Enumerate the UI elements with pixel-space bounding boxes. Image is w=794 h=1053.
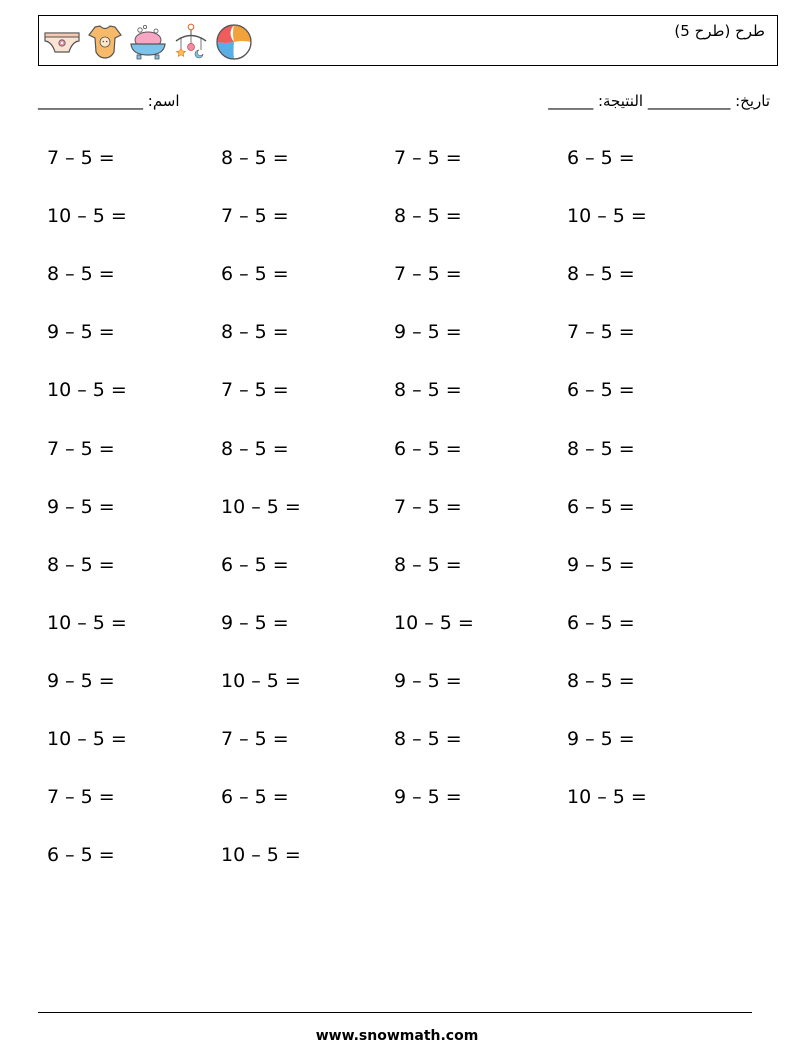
problem-item: 8 – 5 = (394, 379, 462, 402)
problem-item: 9 – 5 = (394, 321, 462, 344)
problem-item: 9 – 5 = (47, 495, 115, 518)
problem-item: 7 – 5 = (567, 321, 635, 344)
problem-item: 8 – 5 = (394, 553, 462, 576)
baby-bath-icon (128, 22, 168, 62)
problem-item: 8 – 5 = (221, 321, 289, 344)
baby-mobile-icon (171, 22, 211, 62)
worksheet-header (38, 15, 778, 66)
problem-item: 9 – 5 = (394, 669, 462, 692)
problem-item: 8 – 5 = (567, 437, 635, 460)
problem-item: 6 – 5 = (567, 495, 635, 518)
problem-item: 10 – 5 = (47, 611, 127, 634)
problem-item: 8 – 5 = (567, 669, 635, 692)
problem-item: 10 – 5 = (221, 495, 301, 518)
problem-item: 6 – 5 = (567, 611, 635, 634)
problem-item: 10 – 5 = (567, 205, 647, 228)
problem-item: 9 – 5 = (47, 669, 115, 692)
problem-item: 7 – 5 = (47, 437, 115, 460)
problem-item: 10 – 5 = (47, 728, 127, 750)
problem-item: 8 – 5 = (221, 147, 289, 169)
problem-item: 7 – 5 = (221, 205, 289, 228)
problem-item: 10 – 5 = (47, 205, 127, 228)
diaper-icon (42, 22, 82, 62)
problem-item: 7 – 5 = (47, 786, 115, 809)
problem-item: 7 – 5 = (394, 147, 462, 169)
problem-item: 6 – 5 = (47, 844, 115, 867)
problem-item: 8 – 5 = (221, 437, 289, 460)
problem-item: 6 – 5 = (221, 553, 289, 576)
name-field-label: ______________ :اسم (38, 92, 180, 110)
problem-item: 7 – 5 = (221, 728, 289, 750)
problem-item: 10 – 5 = (221, 844, 301, 867)
problem-item: 7 – 5 = (394, 495, 462, 518)
problem-item: 6 – 5 = (221, 263, 289, 286)
problem-item: 7 – 5 = (221, 379, 289, 402)
problem-item: 10 – 5 = (567, 786, 647, 809)
problem-item: 7 – 5 = (394, 263, 462, 286)
problem-item: 7 – 5 = (47, 147, 115, 169)
problem-item: 9 – 5 = (567, 553, 635, 576)
header-icons (42, 20, 254, 64)
problem-item: 6 – 5 = (567, 147, 635, 169)
problem-item: 6 – 5 = (394, 437, 462, 460)
baby-onesie-icon (85, 22, 125, 62)
beach-ball-icon (214, 22, 254, 62)
problem-item: 8 – 5 = (47, 263, 115, 286)
problem-item: 10 – 5 = (394, 611, 474, 634)
problem-item: 9 – 5 = (567, 728, 635, 750)
worksheet-title: (طرح (طرح 5 (674, 22, 765, 40)
problem-item: 6 – 5 = (221, 786, 289, 809)
problem-item: 8 – 5 = (394, 205, 462, 228)
problem-item: 8 – 5 = (394, 728, 462, 750)
footer-url: www.snowmath.com (315, 1028, 479, 1044)
problem-item: 9 – 5 = (394, 786, 462, 809)
problem-item: 9 – 5 = (47, 321, 115, 344)
problem-item: 8 – 5 = (47, 553, 115, 576)
footer-divider (38, 1012, 752, 1013)
problem-item: 8 – 5 = (567, 263, 635, 286)
problem-item: 10 – 5 = (47, 379, 127, 402)
problem-item: 10 – 5 = (221, 669, 301, 692)
date-score-field-label: ______ :تاريخ: ___________ النتيجة (548, 92, 770, 110)
problem-item: 9 – 5 = (221, 611, 289, 634)
problem-item: 6 – 5 = (567, 379, 635, 402)
